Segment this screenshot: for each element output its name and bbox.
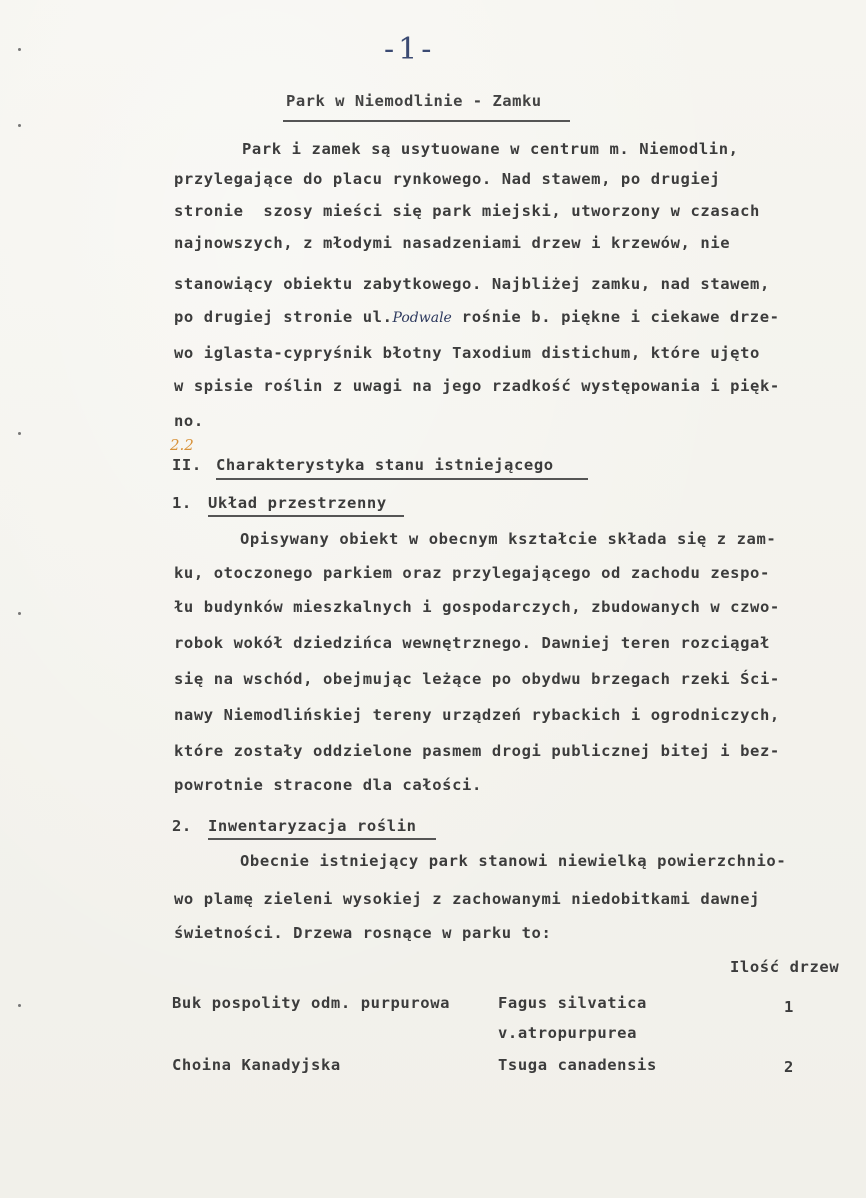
body-line: robok wokół dziedzińca wewnętrznego. Dawniej teren rozciągał (174, 634, 770, 652)
intro-line: stanowiący obiektu zabytkowego. Najbliżej zamku, nad stawem, (174, 275, 770, 293)
body-line: Opisywany obiekt w obecnym kształcie składa się z zam- (240, 530, 777, 548)
tree-name-polish: Choina Kanadyjska (172, 1056, 341, 1074)
tree-name-latin: Tsuga canadensis (498, 1056, 657, 1074)
subsection-heading: Układ przestrzenny (208, 494, 387, 512)
subsection-number: 1. (172, 494, 192, 512)
tree-name-latin: Fagus silvatica (498, 994, 647, 1012)
intro-line-suffix: rośnie b. piękne i ciekawe drze- (451, 308, 780, 326)
body-line: wo plamę zieleni wysokiej z zachowanymi niedobitkami dawnej (174, 890, 760, 908)
punch-mark (18, 48, 21, 51)
intro-line-prefix: po drugiej stronie ul. (174, 308, 393, 326)
subsection-heading: Inwentaryzacja roślin (208, 817, 417, 835)
body-line: łu budynków mieszkalnych i gospodarczych, zbudowanych w czwo- (174, 598, 780, 616)
intro-line-with-handwriting (174, 308, 780, 326)
handwritten-insertion: Podwale (392, 310, 452, 326)
margin-annotation: 2.2 (170, 436, 194, 454)
punch-mark (18, 1004, 21, 1007)
punch-mark (18, 124, 21, 127)
intro-line: Park i zamek są usytuowane w centrum m. Niemodlin, (242, 140, 739, 158)
subsection-heading-underline (208, 515, 404, 517)
body-line: powrotnie stracone dla całości. (174, 776, 482, 794)
intro-line: przylegające do placu rynkowego. Nad stawem, po drugiej (174, 170, 721, 188)
intro-line: w spisie roślin z uwagi na jego rzadkość występowania i pięk- (174, 377, 780, 395)
page-number: -1- (384, 32, 436, 67)
tree-name-latin-variety: v.atropurpurea (498, 1024, 638, 1042)
body-line: które zostały oddzielone pasmem drogi publicznej bitej i bez- (174, 742, 780, 760)
body-line: się na wschód, obejmując leżące po obydwu brzegach rzeki Ści- (174, 670, 780, 688)
section-heading: Charakterystyka stanu istniejącego (216, 456, 554, 474)
tree-count: 1 (784, 998, 794, 1016)
title-underline (283, 120, 570, 122)
section-number: II. (172, 456, 202, 474)
document-title: Park w Niemodlinie - Zamku (286, 92, 542, 110)
intro-line: wo iglasta-cypryśnik błotny Taxodium distichum, które ujęto (174, 344, 760, 362)
intro-line: stronie szosy mieści się park miejski, utworzony w czasach (174, 202, 760, 220)
tree-count-header: Ilość drzew (730, 958, 840, 976)
intro-line: najnowszych, z młodymi nasadzeniami drzew i krzewów, nie (174, 234, 731, 252)
body-line: świetności. Drzewa rosnące w parku to: (174, 924, 552, 942)
section-heading-underline (216, 478, 588, 480)
subsection-heading-underline (208, 838, 436, 840)
body-line: ku, otoczonego parkiem oraz przylegającego od zachodu zespo- (174, 564, 770, 582)
punch-mark (18, 612, 21, 615)
punch-mark (18, 432, 21, 435)
intro-line: no. (174, 412, 204, 430)
body-line: nawy Niemodlińskiej tereny urządzeń rybackich i ogrodniczych, (174, 706, 780, 724)
body-line: Obecnie istniejący park stanowi niewielką powierzchnio- (240, 852, 787, 870)
subsection-number: 2. (172, 817, 192, 835)
tree-count: 2 (784, 1058, 794, 1076)
tree-name-polish: Buk pospolity odm. purpurowa (172, 994, 451, 1012)
